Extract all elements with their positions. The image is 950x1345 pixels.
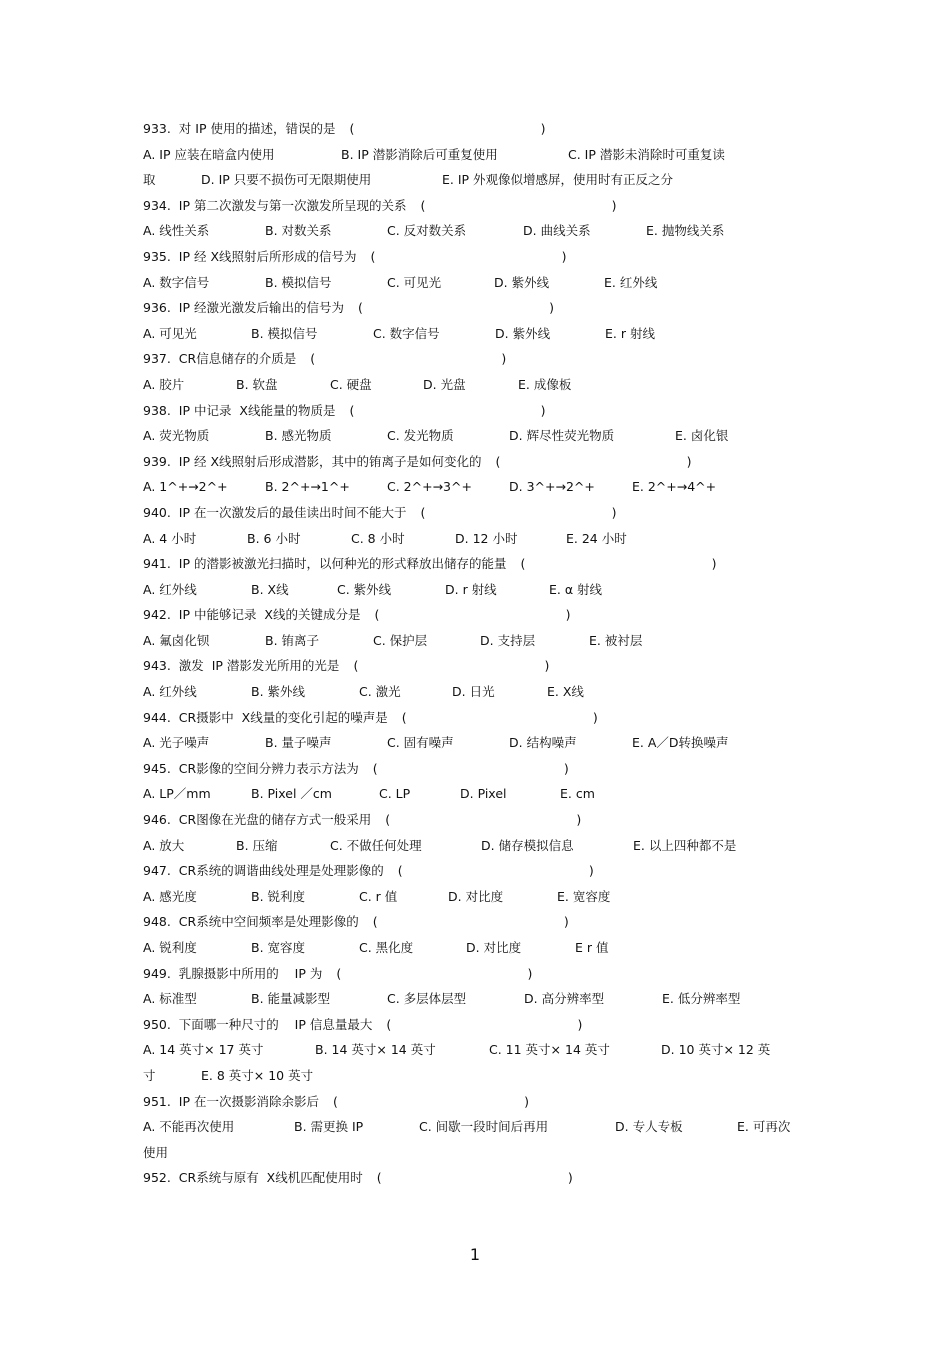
option-text: E. α 射线: [549, 581, 603, 597]
answer-blank[interactable]: ( ): [353, 658, 550, 674]
option-text: A. 红外线: [143, 684, 197, 700]
option-text: A. 可见光: [143, 325, 197, 341]
option-text: E. IP 外观像似增感屏，使用时有正反之分: [442, 172, 674, 188]
option-text: C. LP: [379, 786, 411, 802]
option-text: A. IP 应装在暗盒内使用: [143, 146, 275, 162]
options-row: [143, 270, 803, 296]
options-row-continued: [143, 1140, 803, 1166]
option-text: E. 抛物线关系: [646, 223, 725, 239]
option-text: C. r 值: [359, 888, 398, 904]
question-stem: [143, 756, 803, 782]
question-number: 944.: [143, 709, 171, 725]
question-block: [143, 653, 803, 704]
question-stem: [143, 961, 803, 987]
option-text: B. IP 潜影消除后可重复使用: [341, 146, 498, 162]
options-row: [143, 218, 803, 244]
answer-blank[interactable]: ( ): [358, 300, 554, 316]
option-text: D. 辉尽性荧光物质: [509, 428, 615, 444]
option-text: B. 模拟信号: [265, 274, 332, 290]
answer-blank[interactable]: ( ): [520, 556, 717, 572]
option-text: C. 保护层: [373, 632, 428, 648]
question-stem: [143, 295, 803, 321]
options-row: [143, 833, 803, 859]
options-row: [143, 142, 803, 168]
question-list: [143, 116, 803, 1191]
option-text: E. 8 英寸× 10 英寸: [201, 1067, 314, 1083]
option-text: A. 1^+→2^+: [143, 479, 228, 495]
options-row-continued: [143, 167, 803, 193]
option-text: D. 对比度: [466, 940, 522, 955]
option-text: 取: [143, 172, 156, 188]
question-text: IP 经 X线照射后形成潜影，其中的铕离子是如何变化的: [170, 453, 482, 469]
question-text: CR系统的调谐曲线处理是处理影像的: [170, 863, 384, 879]
option-text: A. LP／mm: [143, 786, 211, 802]
option-text: B. 14 英寸× 14 英寸: [315, 1042, 436, 1058]
option-text: B. Pixel ／cm: [251, 786, 332, 802]
question-text: CR图像在光盘的储存方式一般采用: [170, 812, 372, 828]
question-block: [143, 858, 803, 909]
option-text: A. 线性关系: [143, 223, 210, 239]
question-text: IP 中能够记录 X线的关键成分是: [170, 607, 361, 623]
options-row: [143, 1114, 803, 1140]
answer-blank[interactable]: ( ): [349, 402, 546, 418]
option-text: D. Pixel: [460, 786, 507, 802]
question-stem: [143, 193, 803, 219]
option-text: D. 紫外线: [495, 325, 551, 341]
answer-blank[interactable]: ( ): [336, 965, 533, 981]
option-text: A. 放大: [143, 837, 185, 853]
question-text: 下面哪一种尺寸的 IP 信息量最大: [170, 1016, 373, 1032]
question-number: 934.: [143, 197, 171, 213]
question-block: [143, 295, 803, 346]
question-number: 936.: [143, 300, 171, 316]
option-text: C. 不做任何处理: [330, 837, 422, 853]
option-text: A. 数字信号: [143, 274, 210, 290]
answer-blank[interactable]: ( ): [374, 607, 571, 623]
option-text: A. 锐利度: [143, 940, 197, 955]
option-text: E. A／D转换噪声: [632, 735, 729, 751]
question-text: IP 的潜影被激光扫描时，以何种光的形式释放出储存的能量: [170, 556, 507, 572]
question-number: 941.: [143, 556, 171, 572]
option-text: D. 对比度: [448, 888, 504, 904]
question-block: [143, 705, 803, 756]
option-text: A. 不能再次使用: [143, 1119, 235, 1135]
question-block: [143, 116, 803, 193]
page-number: 1: [469, 1245, 481, 1264]
answer-blank[interactable]: ( ): [420, 197, 617, 213]
option-text: C. 多层体层型: [387, 991, 467, 1007]
option-text: C. 11 英寸× 14 英寸: [489, 1042, 610, 1058]
answer-blank[interactable]: ( ): [385, 812, 582, 828]
option-text: B. 模拟信号: [251, 325, 318, 341]
option-text: C. 激光: [359, 684, 401, 700]
options-row: [143, 679, 803, 705]
options-row: [143, 1037, 803, 1063]
question-stem: [143, 1012, 803, 1038]
question-block: [143, 193, 803, 244]
question-number: 946.: [143, 812, 171, 828]
options-row: [143, 781, 803, 807]
question-number: 939.: [143, 453, 171, 469]
answer-blank[interactable]: ( ): [372, 914, 569, 930]
answer-blank[interactable]: ( ): [333, 1093, 529, 1109]
question-stem: [143, 909, 803, 935]
answer-blank[interactable]: ( ): [397, 863, 594, 879]
question-block: [143, 1165, 803, 1191]
question-block: [143, 551, 803, 602]
option-text: E. 被衬层: [589, 632, 643, 648]
option-text: C. 8 小时: [351, 530, 405, 546]
option-text: E r 值: [575, 940, 609, 955]
option-text: A. 光子噪声: [143, 735, 210, 751]
option-text: B. 软盘: [236, 376, 278, 392]
question-text: IP 第二次激发与第一次激发所呈现的关系: [170, 197, 407, 213]
question-text: IP 在一次摄影消除余影后: [170, 1093, 319, 1109]
option-text: B. 能量减影型: [251, 991, 331, 1007]
option-text: B. 感光物质: [265, 428, 332, 444]
option-text: A. 感光度: [143, 888, 197, 904]
option-text: C. 数字信号: [373, 325, 440, 341]
option-text: A. 氟卤化钡: [143, 632, 210, 648]
option-text: A. 荧光物质: [143, 428, 210, 444]
answer-blank[interactable]: ( ): [310, 351, 507, 367]
option-text: B. 需更换 IP: [294, 1119, 364, 1135]
option-text: C. IP 潜影未消除时可重复读: [568, 146, 725, 162]
question-number: 948.: [143, 914, 171, 930]
option-text: D. IP 只要不损伤可无限期使用: [201, 172, 372, 188]
question-number: 945.: [143, 760, 171, 776]
answer-blank[interactable]: ( ): [401, 709, 598, 725]
question-block: [143, 909, 803, 960]
question-text: CR影像的空间分辨力表示方法为: [170, 760, 359, 776]
option-text: D. 储存模拟信息: [481, 837, 574, 853]
question-stem: [143, 398, 803, 424]
option-text: B. 量子噪声: [265, 735, 332, 751]
question-block: [143, 1012, 803, 1089]
option-text: E. r 射线: [605, 325, 655, 341]
option-text: E. 红外线: [604, 274, 658, 290]
option-text: 使用: [143, 1144, 169, 1160]
option-text: D. 专人专板: [615, 1119, 683, 1135]
question-text: IP 在一次激发后的最佳读出时间不能大于: [170, 504, 407, 520]
options-row: [143, 423, 803, 449]
question-block: [143, 500, 803, 551]
option-text: B. 锐利度: [251, 888, 306, 904]
option-text: E. X线: [547, 684, 584, 700]
answer-blank[interactable]: ( ): [495, 453, 692, 469]
question-text: CR系统与原有 X线机匹配使用时: [170, 1170, 363, 1186]
answer-blank[interactable]: ( ): [420, 504, 617, 520]
option-text: D. r 射线: [445, 581, 497, 597]
option-text: A. 红外线: [143, 581, 197, 597]
option-text: C. 紫外线: [337, 581, 392, 597]
option-text: B. 铕离子: [265, 632, 320, 648]
question-number: 938.: [143, 402, 171, 418]
option-text: E. 低分辨率型: [662, 991, 741, 1007]
question-stem: [143, 500, 803, 526]
option-text: C. 反对数关系: [387, 223, 467, 239]
question-number: 949.: [143, 965, 171, 981]
option-text: E. 成像板: [518, 376, 572, 392]
question-stem: [143, 346, 803, 372]
question-stem: [143, 705, 803, 731]
question-number: 942.: [143, 607, 171, 623]
question-text: 激发 IP 潜影发光所用的光是: [170, 658, 340, 674]
question-stem: [143, 807, 803, 833]
question-number: 943.: [143, 658, 171, 674]
question-stem: [143, 602, 803, 628]
option-text: D. 曲线关系: [523, 223, 591, 239]
options-row: [143, 577, 803, 603]
option-text: B. 紫外线: [251, 684, 306, 700]
option-text: B. 6 小时: [247, 530, 301, 546]
question-stem: [143, 449, 803, 475]
option-text: E. 2^+→4^+: [632, 479, 717, 495]
option-text: D. 日光: [452, 684, 495, 700]
option-text: C. 固有噪声: [387, 735, 454, 751]
option-text: B. 宽容度: [251, 940, 306, 955]
options-row: [143, 884, 803, 910]
question-text: CR系统中空间频率是处理影像的: [170, 914, 359, 930]
option-text: E. 宽容度: [557, 888, 611, 904]
question-block: [143, 756, 803, 807]
answer-blank[interactable]: ( ): [372, 760, 569, 776]
option-text: E. 24 小时: [566, 530, 627, 546]
options-row: [143, 372, 803, 398]
question-block: [143, 961, 803, 1012]
question-text: CR摄影中 X线量的变化引起的噪声是: [170, 709, 388, 725]
options-row-continued: [143, 1063, 803, 1089]
question-number: 935.: [143, 248, 171, 264]
options-row: [143, 628, 803, 654]
question-number: 940.: [143, 504, 171, 520]
option-text: D. 紫外线: [494, 274, 550, 290]
option-text: C. 硬盘: [330, 376, 372, 392]
answer-blank[interactable]: ( ): [370, 248, 567, 264]
question-stem: [143, 858, 803, 884]
option-text: 寸: [143, 1067, 156, 1083]
answer-blank[interactable]: ( ): [349, 121, 546, 136]
option-text: B. X线: [251, 581, 289, 597]
question-text: IP 中记录 X线能量的物质是: [170, 402, 336, 418]
option-text: C. 黑化度: [359, 940, 414, 955]
options-row: [143, 730, 803, 756]
question-stem: [143, 551, 803, 577]
option-text: C. 可见光: [387, 274, 442, 290]
option-text: C. 2^+→3^+: [387, 479, 472, 495]
question-block: [143, 807, 803, 858]
option-text: D. 支持层: [480, 632, 536, 648]
option-text: D. 结构噪声: [509, 735, 577, 751]
option-text: C. 发光物质: [387, 428, 454, 444]
option-text: D. 12 小时: [455, 530, 518, 546]
question-stem: [143, 1089, 803, 1115]
option-text: A. 4 小时: [143, 530, 197, 546]
question-number: 950.: [143, 1016, 171, 1032]
question-stem: [143, 653, 803, 679]
option-text: E. 以上四种都不是: [633, 837, 737, 853]
question-number: 947.: [143, 863, 171, 879]
options-row: [143, 986, 803, 1012]
option-text: D. 3^+→2^+: [509, 479, 595, 495]
option-text: A. 标准型: [143, 991, 197, 1007]
question-number: 937.: [143, 351, 171, 367]
option-text: C. 间歇一段时间后再用: [419, 1119, 549, 1135]
answer-blank[interactable]: ( ): [376, 1170, 573, 1186]
question-block: [143, 602, 803, 653]
question-text: IP 经 X线照射后所形成的信号为: [170, 248, 357, 264]
answer-blank[interactable]: ( ): [386, 1016, 583, 1032]
question-stem: [143, 116, 803, 142]
option-text: B. 压缩: [236, 837, 278, 853]
options-row: [143, 935, 803, 961]
option-text: E. 卤化银: [675, 428, 729, 444]
question-number: 952.: [143, 1170, 171, 1186]
option-text: E. cm: [560, 786, 595, 802]
option-text: D. 10 英寸× 12 英: [661, 1042, 771, 1058]
option-text: D. 高分辨率型: [524, 991, 605, 1007]
option-text: A. 胶片: [143, 376, 185, 392]
question-block: [143, 346, 803, 397]
option-text: A. 14 英寸× 17 英寸: [143, 1042, 264, 1058]
question-text: CR信息储存的介质是: [170, 351, 297, 367]
question-number: 933.: [143, 121, 171, 136]
question-block: [143, 449, 803, 500]
question-text: 乳腺摄影中所用的 IP 为: [170, 965, 323, 981]
question-stem: [143, 1165, 803, 1191]
question-block: [143, 398, 803, 449]
question-block: [143, 244, 803, 295]
option-text: B. 2^+→1^+: [265, 479, 350, 495]
option-text: E. 可再次: [737, 1119, 791, 1135]
question-block: [143, 1089, 803, 1166]
options-row: [143, 321, 803, 347]
question-text: IP 经激光激发后输出的信号为: [170, 300, 344, 316]
option-text: B. 对数关系: [265, 223, 332, 239]
options-row: [143, 526, 803, 552]
question-number: 951.: [143, 1093, 171, 1109]
option-text: D. 光盘: [423, 376, 466, 392]
options-row: [143, 474, 803, 500]
question-text: 对 IP 使用的描述，错误的是: [170, 121, 336, 136]
question-stem: [143, 244, 803, 270]
